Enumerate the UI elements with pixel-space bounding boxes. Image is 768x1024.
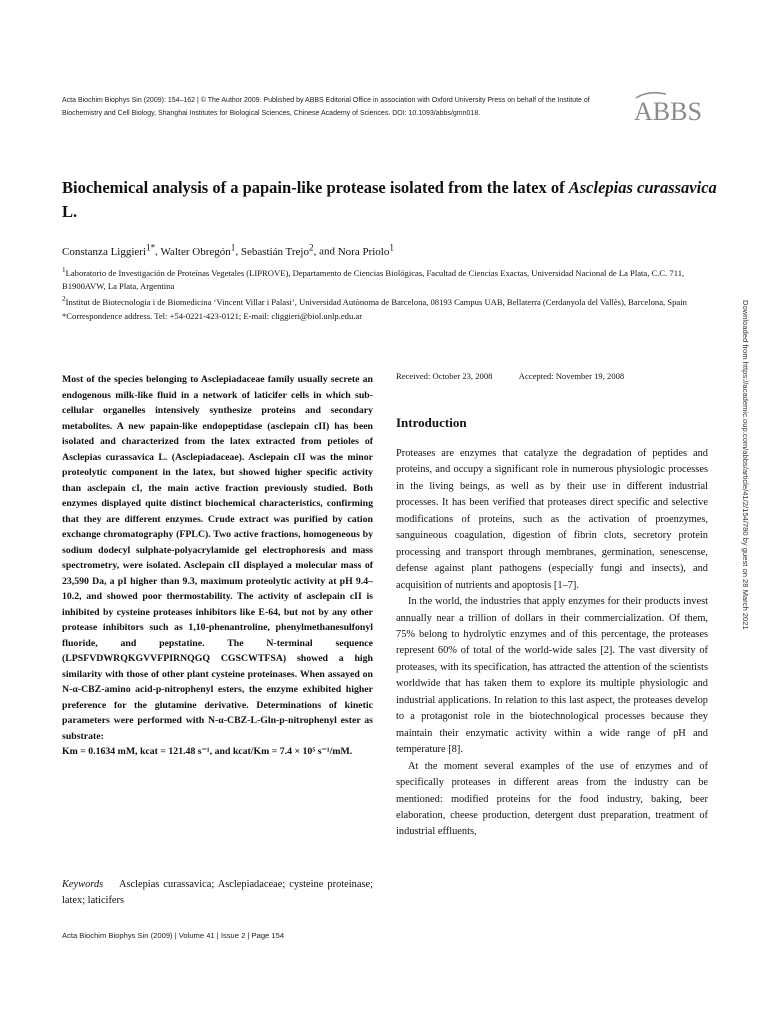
accepted-date: Accepted: November 19, 2008 — [518, 371, 625, 381]
affiliation: $^1$Laboratorio de Investigación de Proteínas Vegetales (LIPROVE), Departamento de Ciencias Biológicas, Facultad de Ciencias Exactas, Universidad Nacional de La Plata, C.C. 711, B1900AVW, La Plata, Argentina — [62, 266, 685, 292]
abstract — [62, 372, 373, 760]
journal-citation: Acta Biochim Biophys Sin (2009): 154–162 | © The Author 2009. Published by ABBS Editorial Office in association with Oxford University Press on behalf of the Institute of Biochemistry and Cell Biology, Shanghai Institutes for Biological Sciences, Chinese Academy of Sciences. DOI: 10.1093/abbs/gmn018. — [62, 97, 590, 117]
article-title: Biochemical analysis of a papain-like protease isolated from the latex of Asclepias curassavica L. — [62, 178, 717, 221]
abbs-logo — [630, 88, 708, 128]
correspondence: *Correspondence address. Tel: +54-0221-423-0121; E-mail: cliggieri@biol.unlp.edu.ar — [62, 310, 363, 321]
affiliations — [62, 264, 722, 323]
abstract-kinetics: Km = 0.1634 mM, kcat = 121.48 s⁻¹, and kcat/Km = 7.4 × 10⁵ s⁻¹/mM. — [62, 746, 353, 757]
paragraph: In the world, the industries that apply enzymes for their products invest annually near a trillion of dollars in their commercialization. Of them, 75% belong to hydrolytic enzymes and of this percentage, the proteases represent 60% of total of the world-wide sales [2]. The vast diversity of proteases, with its specification, has attracted the attention of the scientists worldwide that has taken them to explore its multiple physiologic and industrial applications. In relation to this last aspect, the proteases develop to a protagonist role in the biotechnological processes because they maintain their enzymatic activity within a wide range of pH and temperature [8]. — [396, 596, 708, 756]
abstract-text: Most of the species belonging to Asclepiadaceae family usually secrete an endogenous milk-like fluid in a network of laticifer cells in which sub-cellular organelles intensively synthesize proteins and secondary metabolites. A new papain-like endopeptidase (asclepain cII) has been isolated and characterized from the latex extracted from petioles of Asclepias curassavica L. (Asclepiadaceae). Asclepain cII was the minor proteolytic component in the latex, but showed higher specific activity than asclepain cI, the main active fraction previously studied. Both enzymes displayed quite distinct biochemical characteristics, confirming that they are different enzymes. Crude extract was purified by cation exchange chromatography (FPLC). Two active fractions, homogeneous by sodium dodecyl sulphate-polyacrylamide gel electrophoresis and mass spectrometry, were isolated. Asclepain cII displayed a molecular mass of 23,590 Da, a pI higher than 9.3, maximum proteolytic activity at pH 9.4–10.2, and showed poor thermostability. The activity of asclepain cII is inhibited by cysteine proteases inhibitors like E-64, but not by any other protease inhibitors such as 1,10-phenantroline, phenylmethanesulfonyl fluoride, and pepstatine. The N-terminal sequence (LPSFVDWRQKGVVFPIRNQGQ CGSCWTFSA) showed a high similarity with those of other plant cysteine proteinases. When assayed on N-α-CBZ-amino acid-p-nitrophenyl esters, the enzyme exhibited higher preference for the glutamine derivative. Determinations of kinetic parameters were performed with N-α-CBZ-L-Gln-p-nitrophenyl ester as substrate: — [62, 374, 373, 742]
paragraph: Proteases are enzymes that catalyze the degradation of peptides and proteins, and occupy a significant role in numerous physiologic processes in the living beings, as well as by their use in different industrial processes. It has been verified that proteases direct specific and selective modifications of proteins, such as the activation of proenzymes, sanguineous coagulation, digestion of fibrin clots, secretory protein processing and transport through membranes, germination, senescense, defense against plant pathogens (especially fungi and insects), and acquisition of nutrients and apoptosis [1–7]. — [396, 448, 708, 591]
species-name: Asclepias curassavica — [568, 178, 717, 197]
keywords-terms: Asclepias curassavica; Asclepiadaceae; cysteine proteinase; latex; laticifers — [62, 879, 373, 906]
page-footer: Acta Biochim Biophys Sin (2009) | Volume 41 | Issue 2 | Page 154 — [62, 931, 285, 940]
author: Sebastián Trejo$^2$ — [240, 242, 314, 258]
keywords-label: Keywords — [62, 879, 104, 890]
keywords — [62, 877, 373, 908]
author-list: Constanza Liggieri$^{1*}$, Walter Obregón$^1$, Sebastián Trejo$^2$, and Nora Priolo$^1$ — [62, 242, 394, 258]
download-watermark: Downloaded from https://academic.oup.com/abbs/article/41/2/154/780 by guest on 28 March 2021 — [741, 300, 750, 630]
affiliation: $^2$Institut de Biotecnologia i de Biomedicina ‘Vincent Villar i Palasi’, Universidad Autònoma de Barcelona, 08193 Campus UAB, Bellaterra (Cerdanyola del Vallès), Barcelona, Spain — [62, 295, 687, 308]
author: Constanza Liggieri$^{1*}$ — [62, 242, 156, 258]
article-dates — [396, 370, 708, 382]
author: Nora Priolo$^1$ — [337, 242, 394, 258]
introduction-body — [396, 446, 708, 841]
section-heading: Introduction — [396, 415, 467, 430]
author: Walter Obregón$^1$ — [160, 242, 236, 258]
received-date: Received: October 23, 2008 — [396, 371, 493, 381]
svg-text:ABBS: ABBS — [634, 97, 702, 126]
paragraph: At the moment several examples of the use of enzymes and of specifically proteases in different areas from the industry can be mentioned: modified proteins for the food industry, baking, beer elaboration, cheese production, detergent dust preparation, treatment of industrial effluents, — [396, 760, 708, 838]
